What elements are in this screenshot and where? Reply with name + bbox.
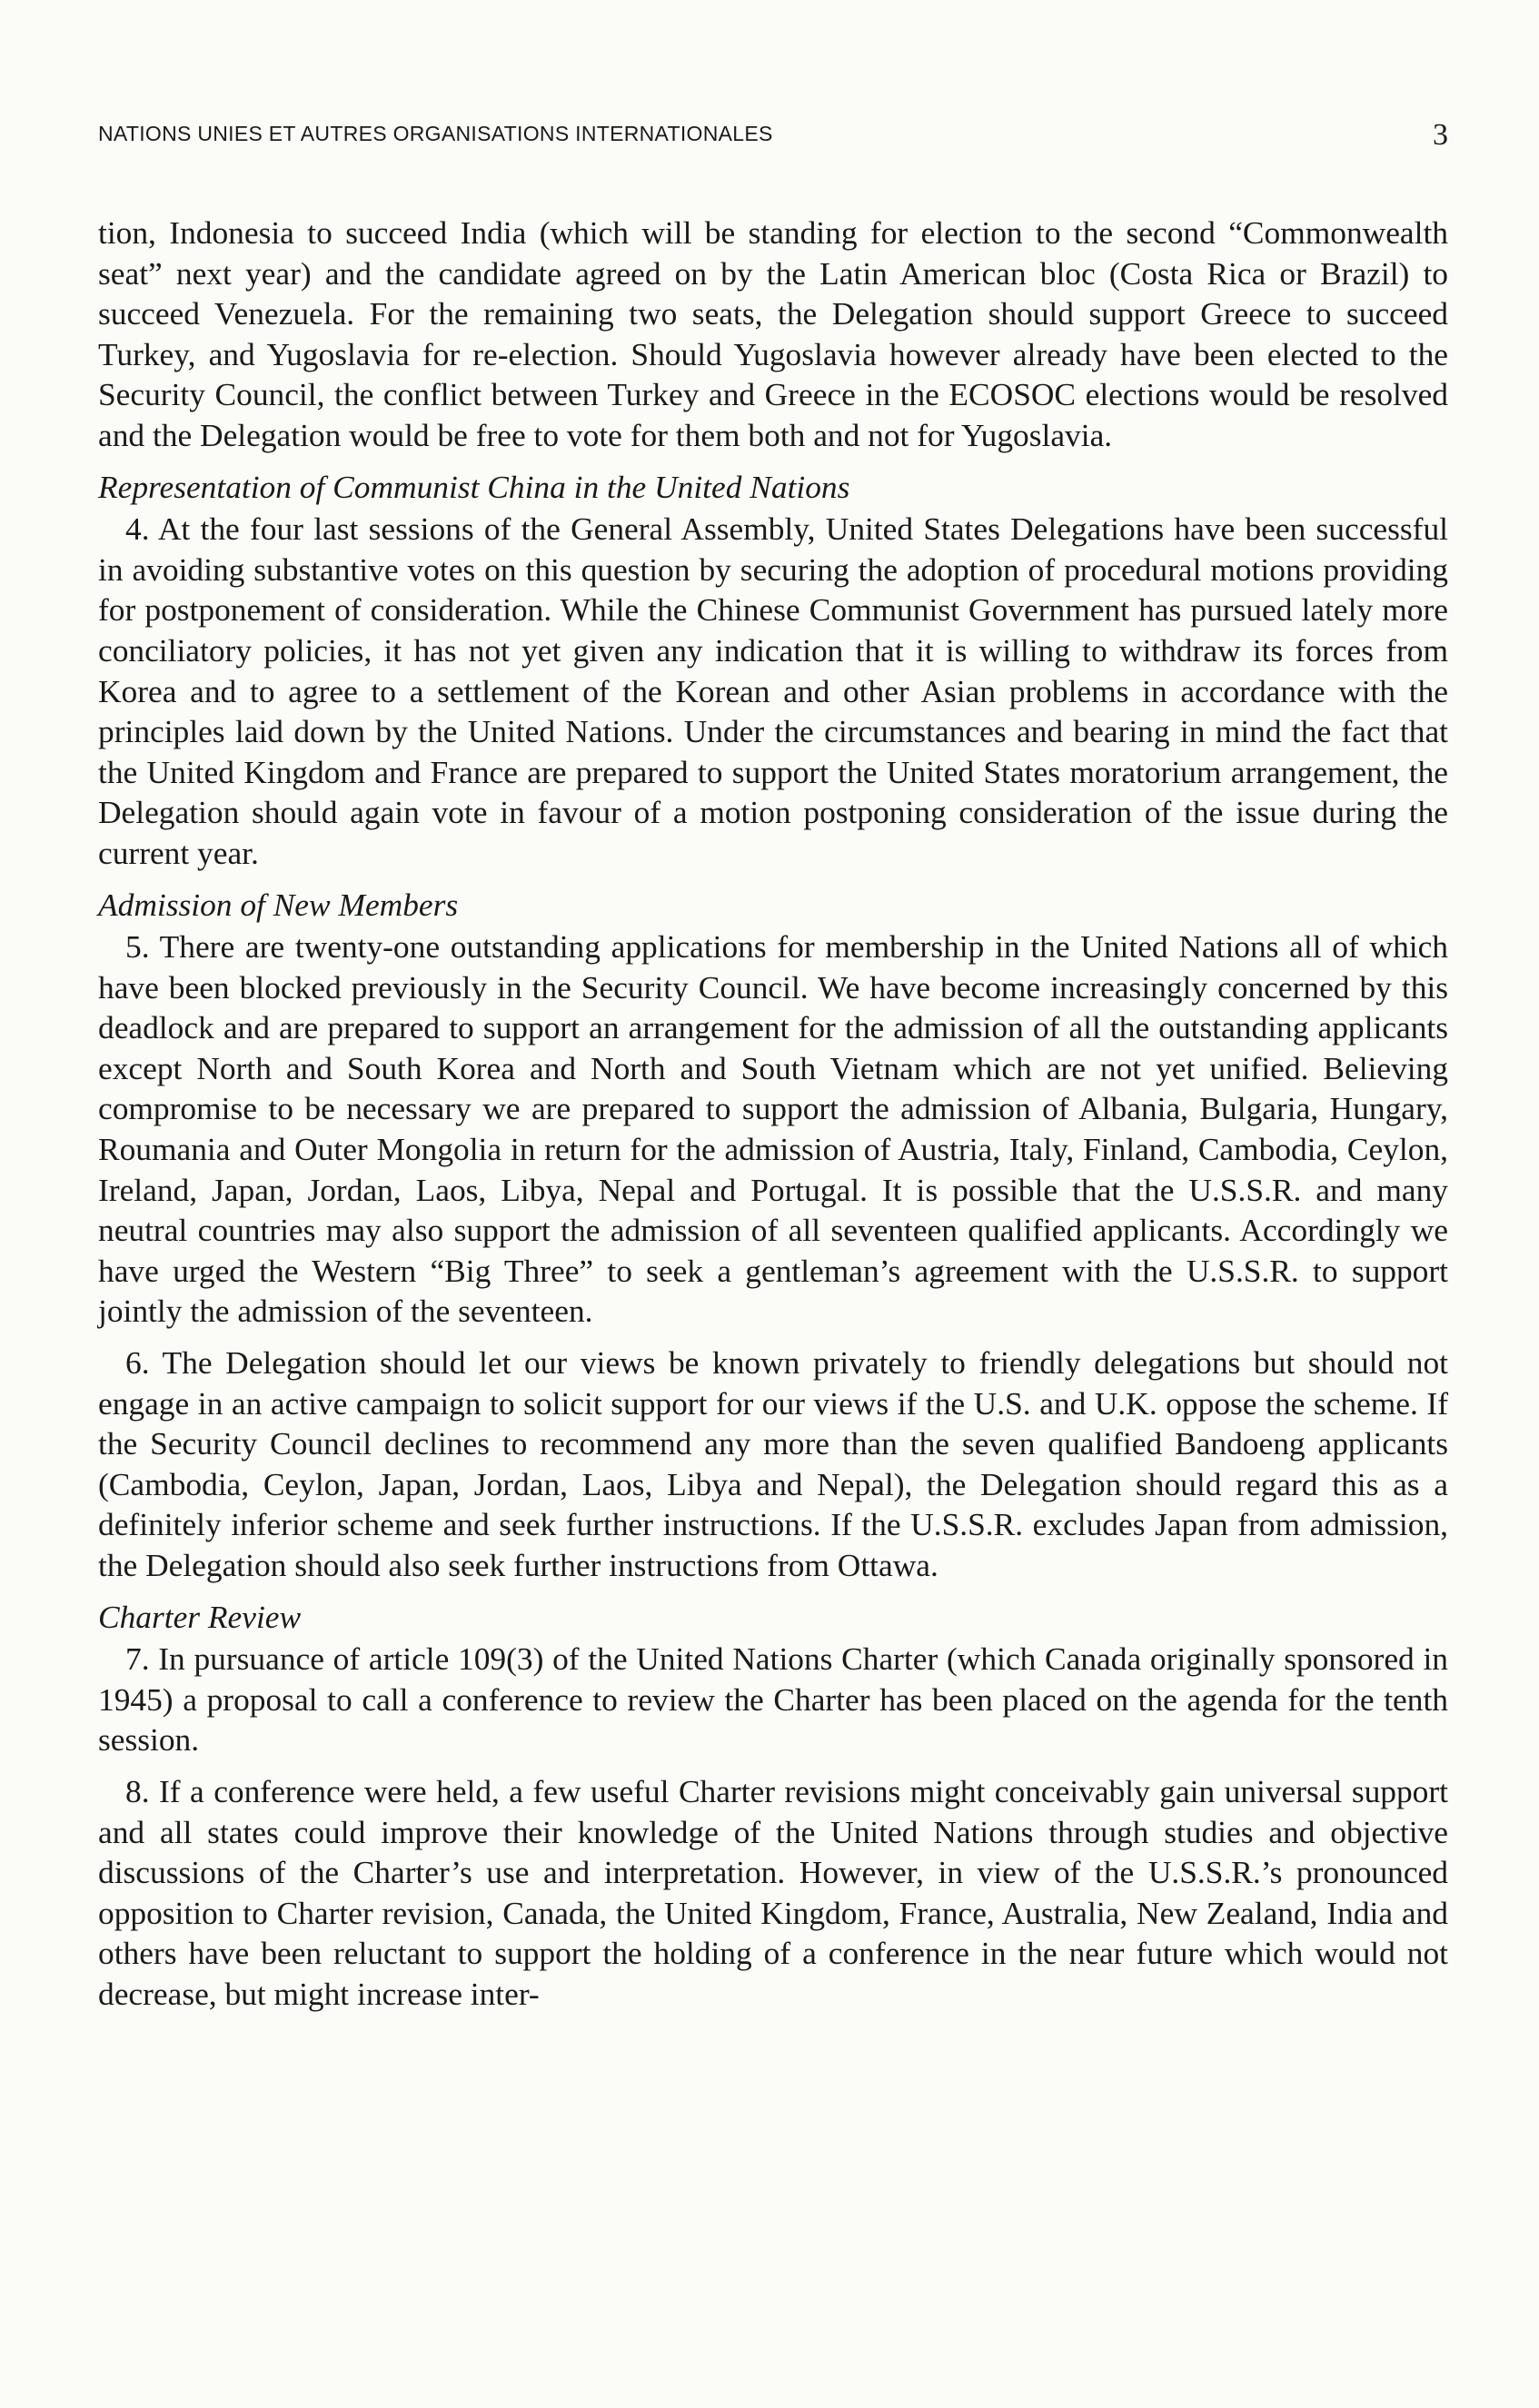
section-heading-charter: Charter Review [98,1598,302,1635]
paragraph-5: 5. There are twenty-one outstanding applications for membership in the United Nations all of which have been blocked previously in the Security Council. We have become increasingly concerned by this deadlock and are prepared to support an arrangement for the admission of all the outstanding applicants except North and South Korea and North and South Vietnam which are not yet unified. Believing compromise to be necessary we are prepared to support the admission of Albania, Bulgaria, Hungary, Roumania and Outer Mongolia in return for the admission of Austria, Italy, Finland, Cambodia, Ceylon, Ireland, Japan, Jordan, Laos, Libya, Nepal and Portugal. It is possible that the U.S.S.R. and many neutral countries may also support the admission of all seventeen qualified applicants. Accordingly we have urged the Western “Big Three” to seek a gentleman’s agreement with the U.S.S.R. to support jointly the admission of the seventeen. [98,928,1448,1330]
paragraph-7: 7. In pursuance of article 109(3) of the United Nations Charter (which Canada originally sponsored in 1945) a proposal to call a conference to review the Charter has been placed on the agenda for the tenth session. [98,1640,1448,1759]
paragraph-continuation: tion, Indonesia to succeed India (which will be standing for election to the second “Commonwealth seat” next year) and the candidate agreed on by the Latin American bloc (Costa Rica or Brazil) to succeed Venezuela. For the remaining two seats, the Delegation should support Greece to succeed Turkey, and Yugoslavia for re-election. Should Yugoslavia however already have been elected to the Security Council, the conflict between Turkey and Greece in the ECOSOC elections would be resolved and the Delegation would be free to vote for them both and not for Yugoslavia. [98,214,1448,453]
page-number: 3 [1433,118,1448,152]
paragraph-8: 8. If a conference were held, a few useful Charter revisions might conceivably gain universal support and all states could improve their knowledge of the United Nations through studies and objective discussions of the Charter’s use and interpretation. However, in view of the U.S.S.R.’s pronounced opposition to Charter revision, Canada, the United Kingdom, France, Australia, New Zealand, India and others have been reluctant to support the holding of a conference in the near future which would not decrease, but might increase inter- [98,1772,1448,2012]
section-heading-admission: Admission of New Members [98,886,459,923]
paragraph-6: 6. The Delegation should let our views be known privately to friendly delegations but should not engage in an active campaign to solicit support for our views if the U.S. and U.K. oppose the scheme. If the Security Council declines to recommend any more than the seven qualified Bandoeng applicants (Cambodia, Ceylon, Japan, Jordan, Laos, Libya and Nepal), the Delegation should regard this as a definitely inferior scheme and seek further instructions. If the U.S.S.R. excludes Japan from admission, the Delegation should also seek further instructions from Ottawa. [98,1344,1448,1583]
body-text [98,213,1448,2026]
running-title: NATIONS UNIES ET AUTRES ORGANISATIONS INTERNATIONALES [98,122,773,145]
paragraph-4: 4. At the four last sessions of the General Assembly, United States Delegations have been successful in avoiding substantive votes on this question by securing the adoption of procedural motions providing for postponement of consideration. While the Chinese Communist Government has pursued lately more conciliatory policies, it has not yet given any indication that it is willing to withdraw its forces from Korea and to agree to a settlement of the Korean and other Asian problems in accordance with the principles laid down by the United Nations. Under the circumstances and bearing in mind the fact that the United Kingdom and France are prepared to support the United States moratorium arrangement, the Delegation should again vote in favour of a motion postponing consideration of the issue during the current year. [98,510,1448,871]
running-header [98,118,1448,154]
section-heading-china: Representation of Communist China in the United Nations [98,468,850,505]
